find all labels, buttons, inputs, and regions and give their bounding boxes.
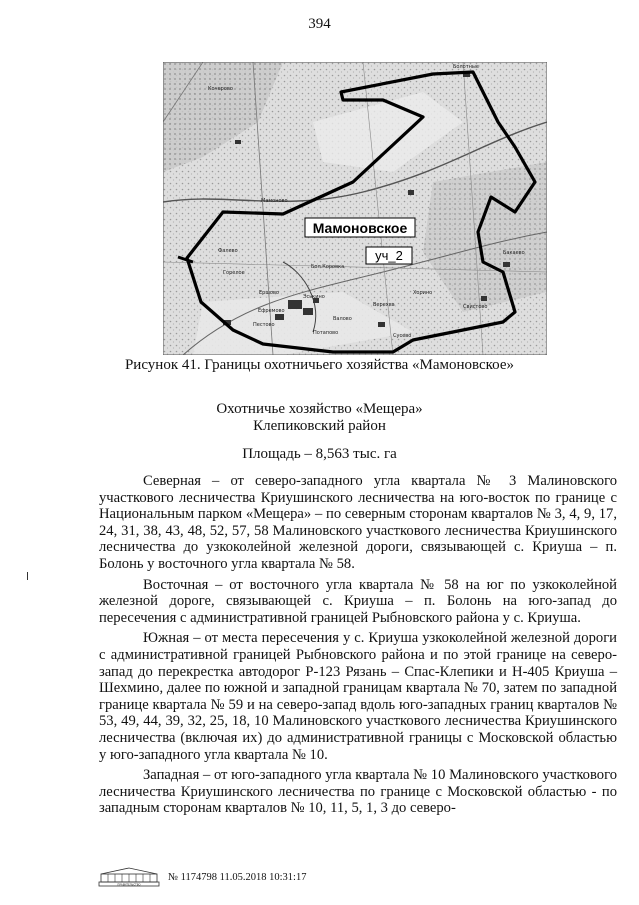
page-number: 394 bbox=[308, 16, 331, 32]
svg-text:ПРАВИТЕЛЬСТВО: ПРАВИТЕЛЬСТВО bbox=[117, 883, 141, 887]
section-title: Охотничье хозяйство «Мещера» bbox=[216, 401, 423, 417]
svg-text:Пестово: Пестово bbox=[253, 322, 275, 328]
boundary-map bbox=[163, 62, 547, 355]
paragraph-west: Западная – от юго-западного угла квартала № 10 Малиновского участкового лесничества Криушинского лесничества по границе с Московской областью - по западным сторонам кварталов № 10, 11, 5, 1, 3 до северо- bbox=[99, 767, 617, 817]
svg-text:Потапово: Потапово bbox=[313, 330, 339, 336]
svg-text:Сусево: Сусево bbox=[393, 333, 412, 339]
svg-text:Ефремово: Ефремово bbox=[258, 308, 285, 314]
paragraph-north: Северная – от северо-западного угла квартала № 3 Малиновского участкового лесничества Криушинского лесничества на юго-восток по границе с Национальным парком «Мещера» – по северным сторонам кварталов № 3, 4, 9, 17, 24, 31, 38, 43, 48, 52, 57, 58 Малиновского участкового лесничества Криушинского лесничества до узкоколейной железной дороги, связывающей с. Криуша – п. Болонь у восточного угла квартала № 58. bbox=[99, 473, 617, 572]
svg-text:Мамоново: Мамоново bbox=[261, 198, 288, 204]
svg-text:Болотные: Болотные bbox=[453, 64, 479, 70]
svg-text:Фалево: Фалево bbox=[218, 248, 238, 254]
footer bbox=[98, 866, 306, 888]
figure-caption: Рисунок 41. Границы охотничьего хозяйства «Мамоновское» bbox=[124, 357, 515, 373]
boundary-description bbox=[99, 473, 617, 821]
svg-text:Свистово: Свистово bbox=[463, 304, 488, 310]
svg-text:Валово: Валово bbox=[333, 316, 352, 322]
map-svg bbox=[163, 62, 547, 355]
svg-text:Бакаево: Бакаево bbox=[503, 250, 525, 256]
svg-text:Бол.Коровка: Бол.Коровка bbox=[311, 264, 345, 270]
margin-mark bbox=[27, 572, 28, 580]
svg-text:Кочерово: Кочерово bbox=[208, 86, 233, 92]
svg-text:Хорино: Хорино bbox=[413, 290, 433, 296]
paragraph-south: Южная – от места пересечения у с. Криуша узкоколейной железной дороги с административной границей Рыбновского района и по этой границе на северо-запад до перекрестка автодорог Р-123 Рязань – Спас-Клепики и Н-405 Криуша – Шехмино, далее по южной и западной границам квартала № 70, затем по западной границе квартала № 59 и на северо-запад вдоль юго-западных границ кварталов № 53, 49, 44, 39, 32, 25, 18, 10 Малиновского участкового лесничества Криушинского лесничества (включая их) до административной границы с Московской областью у юго-западного угла квартала № 10. bbox=[99, 630, 617, 763]
section-area: Площадь – 8,563 тыс. га bbox=[242, 446, 397, 462]
paragraph-east: Восточная – от восточного угла квартала № 58 на юг по узкоколейной железной дороге, связывающей с. Криуша – п. Болонь на юго-запад до пересечения с административной границей Рыбновского района у с. Криуша. bbox=[99, 576, 617, 626]
section-label: уч_2 bbox=[375, 248, 403, 263]
area-label: Мамоновское bbox=[312, 220, 408, 236]
svg-text:Эськино: Эськино bbox=[303, 294, 325, 300]
document-stamp: № 1174798 11.05.2018 10:31:17 bbox=[168, 871, 307, 883]
svg-text:Горелое: Горелое bbox=[223, 270, 245, 276]
section-district: Клепиковский район bbox=[253, 418, 386, 434]
svg-text:Ершово: Ершово bbox=[259, 290, 279, 296]
government-building-logo bbox=[98, 867, 160, 887]
svg-text:Верехва: Верехва bbox=[373, 302, 395, 308]
